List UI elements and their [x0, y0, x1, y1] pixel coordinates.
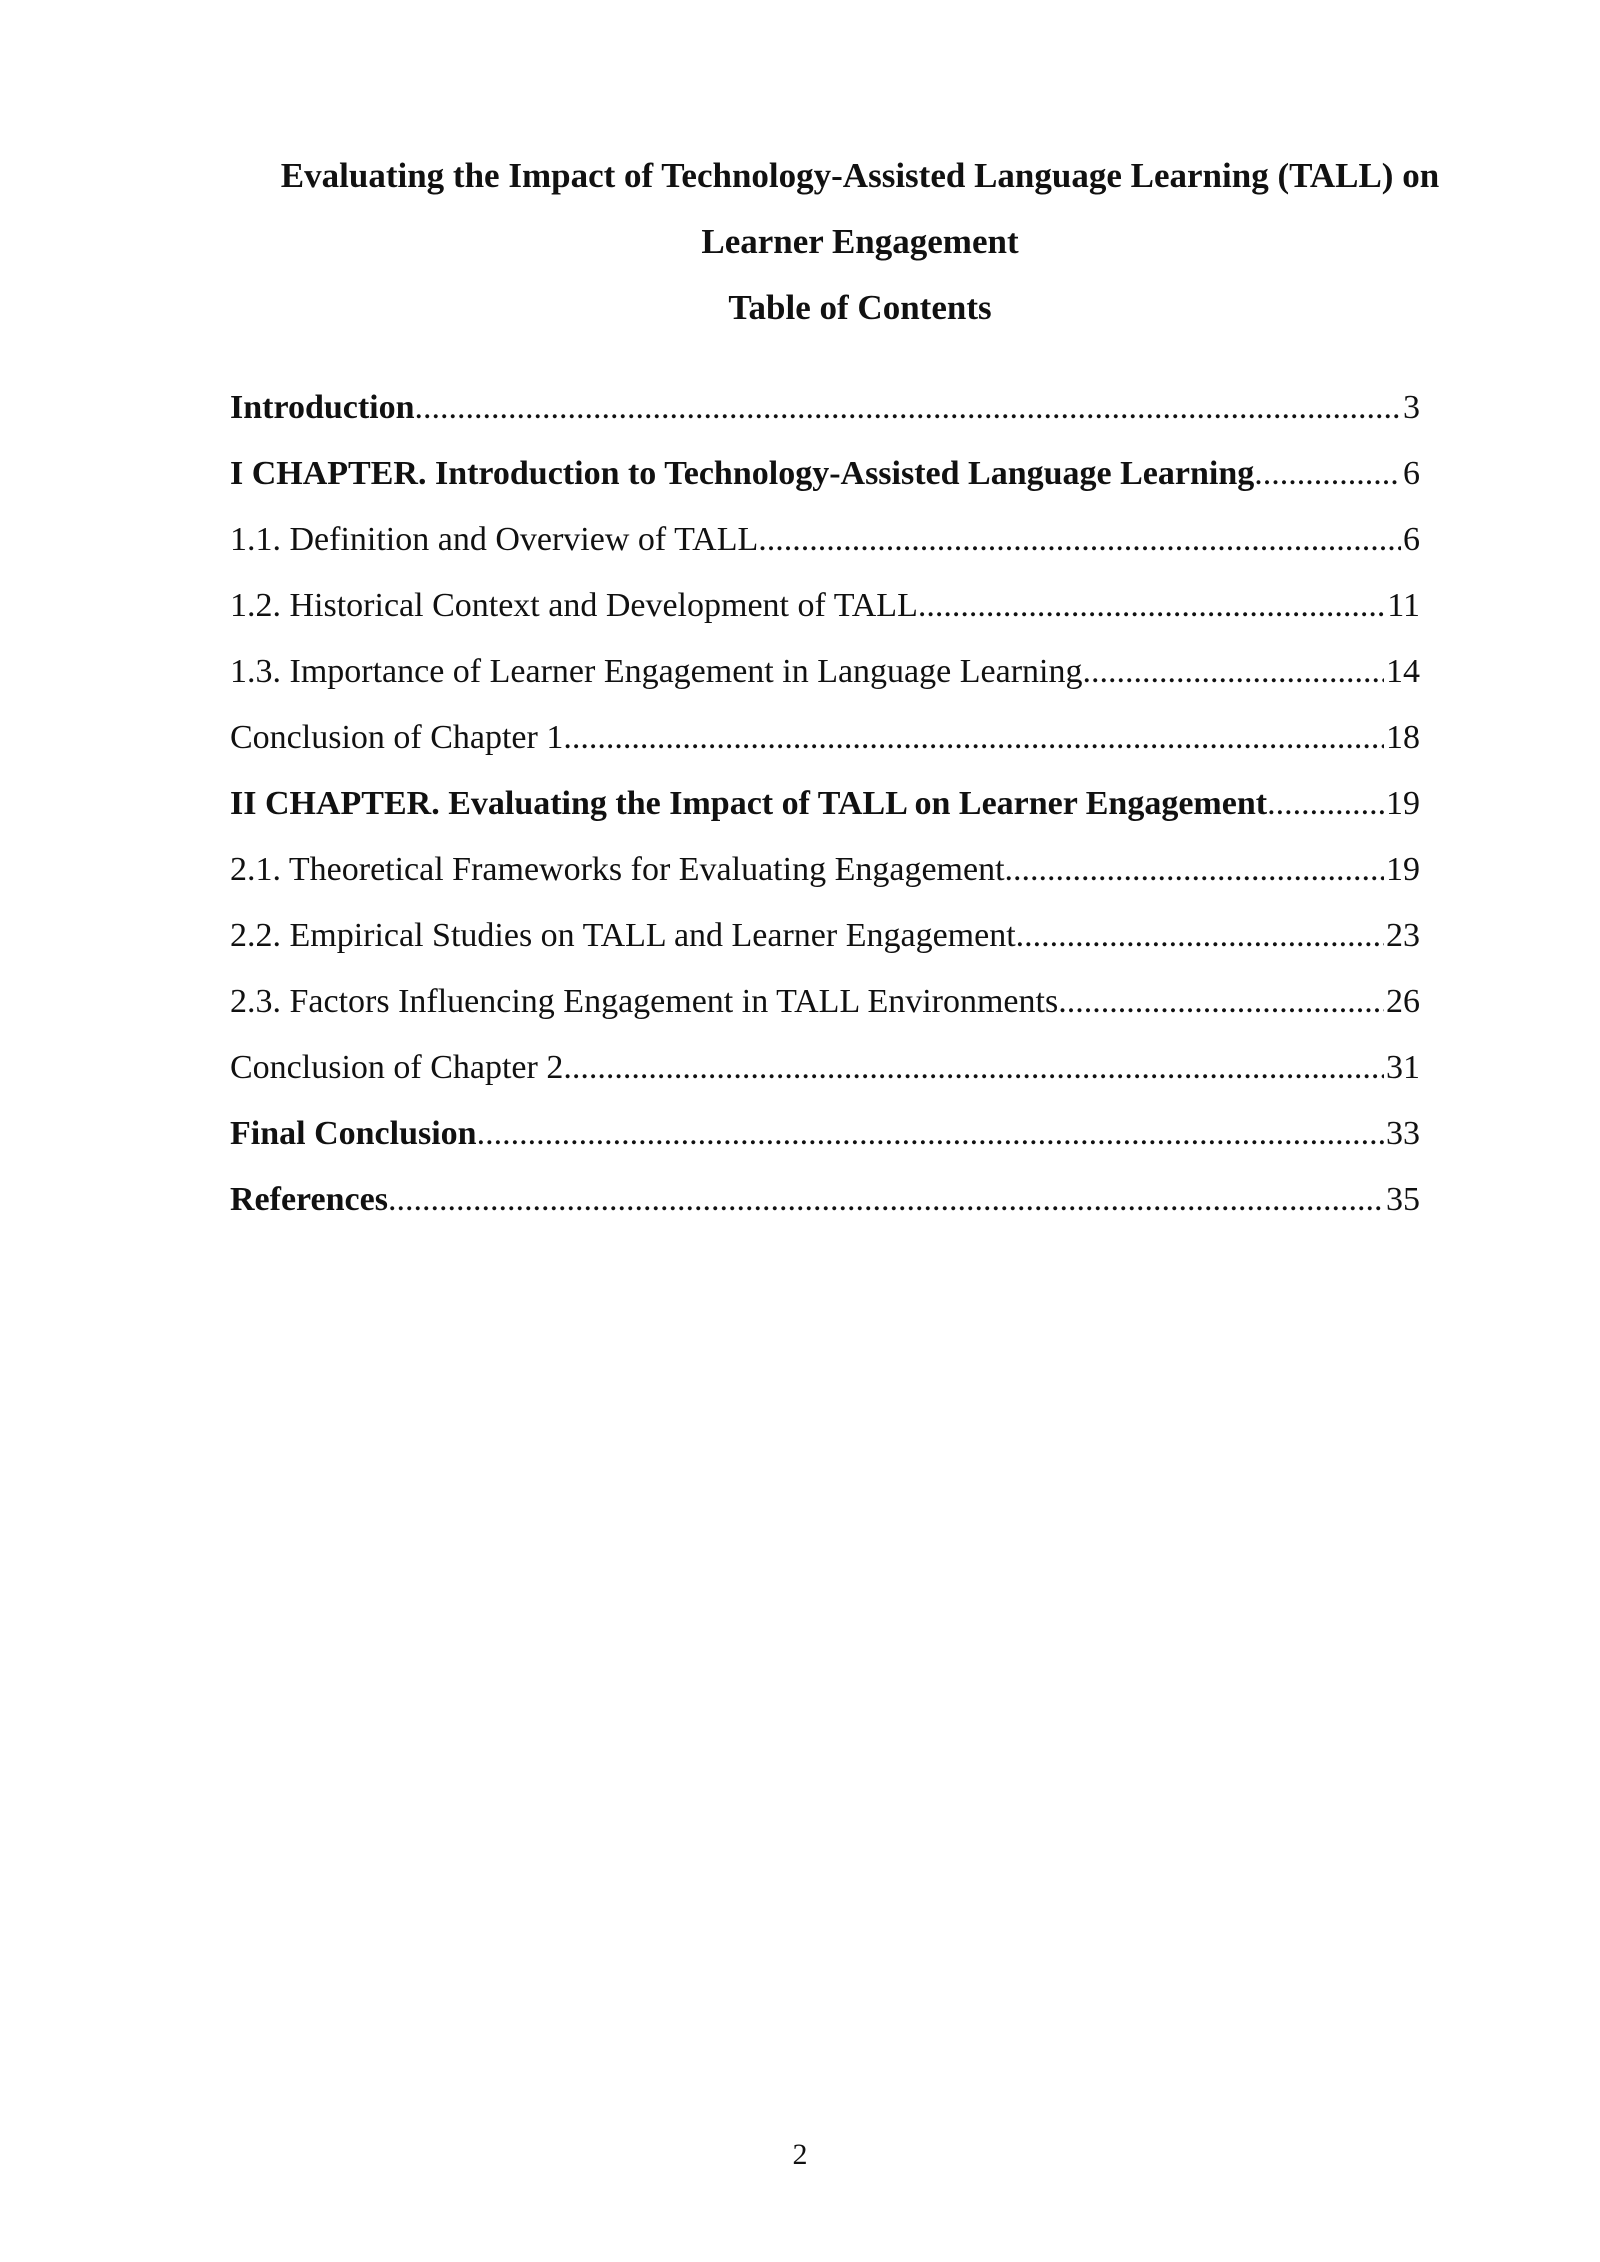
- toc-entry-page-number: 6: [1403, 455, 1420, 492]
- toc-entry-label: Introduction: [230, 389, 415, 426]
- toc-entry-page-number: 18: [1386, 719, 1420, 756]
- toc-entry[interactable]: [230, 573, 1420, 639]
- toc-entry-label: II CHAPTER. Evaluating the Impact of TALL on Learner Engagement: [230, 785, 1268, 822]
- toc-entry-label: References: [230, 1181, 388, 1218]
- toc-dot-leader: [1058, 969, 1384, 1035]
- toc-entry[interactable]: [230, 441, 1420, 507]
- toc-entry-label: 2.1. Theoretical Frameworks for Evaluating Engagement: [230, 851, 1005, 888]
- toc-entry-page-number: 33: [1386, 1115, 1420, 1152]
- toc-entry-label: 1.2. Historical Context and Development of TALL: [230, 587, 918, 624]
- page-number: 2: [792, 2138, 808, 2171]
- toc-entry[interactable]: [230, 771, 1420, 837]
- toc-entry-label: Conclusion of Chapter 1: [230, 719, 564, 756]
- toc-entry-label: I CHAPTER. Introduction to Technology-Assisted Language Learning: [230, 455, 1255, 492]
- toc-entry[interactable]: [230, 1101, 1420, 1167]
- toc-entry-page-number: 6: [1403, 521, 1420, 558]
- toc-entry[interactable]: [230, 639, 1420, 705]
- toc-dot-leader: [1254, 441, 1401, 507]
- toc-entry-label: Conclusion of Chapter 2: [230, 1049, 564, 1086]
- toc-entry[interactable]: [230, 705, 1420, 771]
- toc-entry-label: 2.3. Factors Influencing Engagement in TALL Environments: [230, 983, 1059, 1020]
- toc-heading: Table of Contents: [728, 288, 992, 327]
- toc-entry[interactable]: [230, 1035, 1420, 1101]
- toc-entry[interactable]: [230, 375, 1420, 441]
- toc-dot-leader: [563, 705, 1384, 771]
- toc-entry[interactable]: [230, 507, 1420, 573]
- toc-dot-leader: [477, 1101, 1384, 1167]
- toc-entry-label: Final Conclusion: [230, 1115, 477, 1152]
- toc-dot-leader: [758, 507, 1401, 573]
- toc-entry-page-number: 14: [1386, 653, 1420, 690]
- toc-dot-leader: [1016, 903, 1384, 969]
- toc-entry-page-number: 3: [1403, 389, 1420, 426]
- toc-entry-label: 1.1. Definition and Overview of TALL: [230, 521, 759, 558]
- document-title-line-2: Learner Engagement: [701, 222, 1019, 261]
- toc-entry-page-number: 31: [1386, 1049, 1420, 1086]
- toc-entry-label: 2.2. Empirical Studies on TALL and Learner Engagement: [230, 917, 1016, 954]
- toc-entry[interactable]: [230, 837, 1420, 903]
- toc-dot-leader: [1082, 639, 1384, 705]
- toc-dot-leader: [1267, 771, 1384, 837]
- toc-dot-leader: [415, 375, 1401, 441]
- document-title: [210, 143, 1510, 275]
- toc-dot-leader: [1005, 837, 1384, 903]
- toc-entry-page-number: 11: [1387, 587, 1420, 624]
- toc-dot-leader: [388, 1167, 1384, 1233]
- toc-entry-page-number: 26: [1386, 983, 1420, 1020]
- toc-entry-page-number: 19: [1386, 851, 1420, 888]
- toc-entry[interactable]: [230, 969, 1420, 1035]
- toc-entry[interactable]: [230, 903, 1420, 969]
- table-of-contents: [230, 375, 1420, 1233]
- toc-entry-label: 1.3. Importance of Learner Engagement in Language Learning: [230, 653, 1083, 690]
- document-title-line-1: Evaluating the Impact of Technology-Assisted Language Learning (TALL) on: [280, 156, 1440, 195]
- toc-entry-page-number: 35: [1386, 1181, 1420, 1218]
- toc-dot-leader: [918, 573, 1385, 639]
- toc-dot-leader: [563, 1035, 1384, 1101]
- toc-entry-page-number: 23: [1386, 917, 1420, 954]
- toc-entry[interactable]: [230, 1167, 1420, 1233]
- toc-entry-page-number: 19: [1386, 785, 1420, 822]
